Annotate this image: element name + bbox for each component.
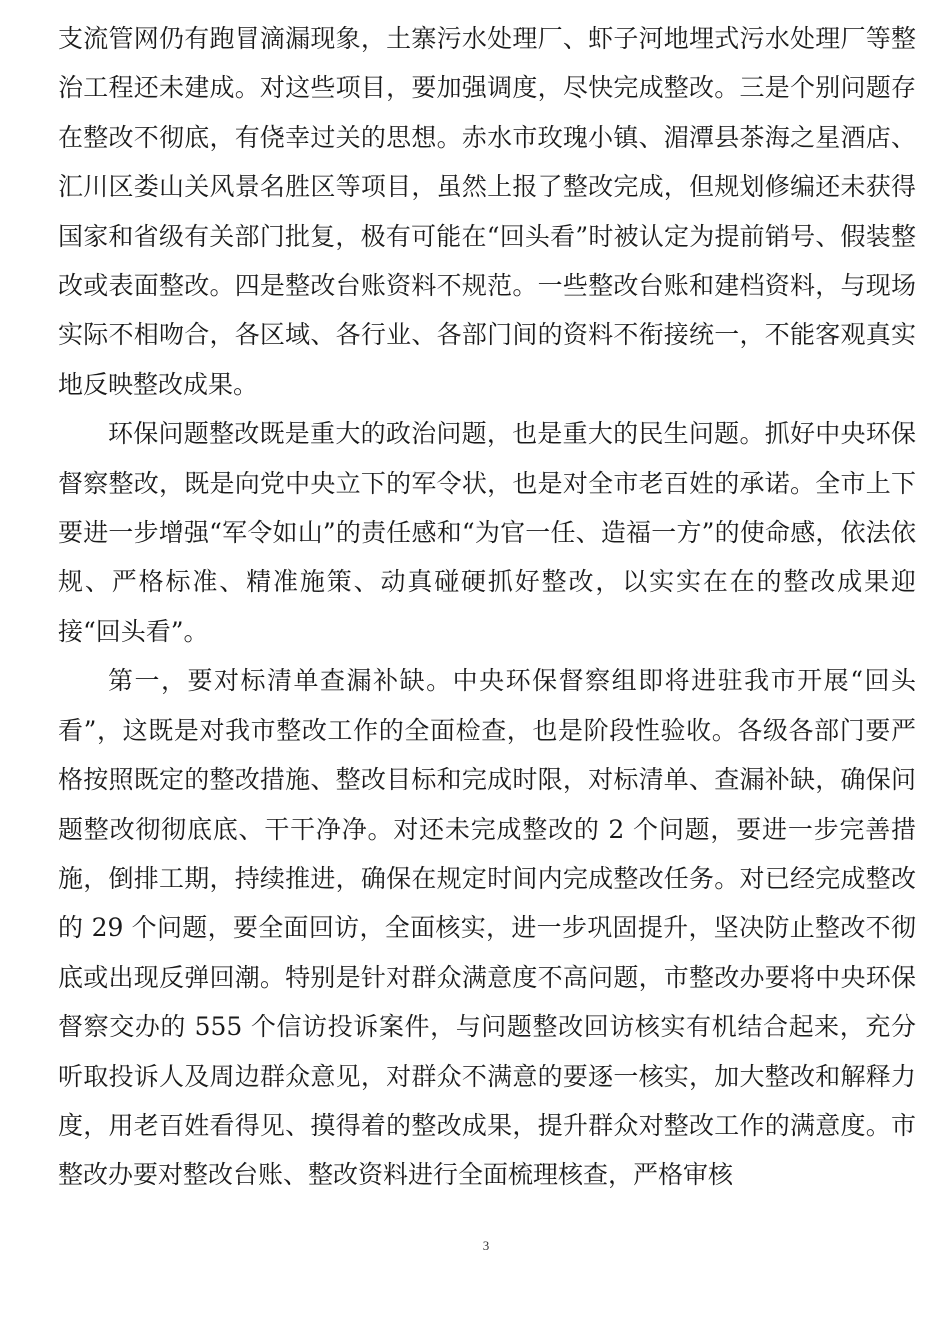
body-text: [58, 14, 916, 1200]
paragraph-environmental-rectification: 环保问题整改既是重大的政治问题，也是重大的民生问题。抓好中央环保督察整改，既是向党中央立下的军令状，也是对全市老百姓的承诺。全市上下要进一步增强“军令如山”的责任感和“为官一任、造福一方”的使命感，依法依规、严格标准、精准施策、动真碰硬抓好整改，以实实在在的整改成果迎接“回头看”。: [58, 419, 916, 646]
paragraph-first-point: 第一，要对标清单查漏补缺。中央环保督察组即将进驻我市开展“回头看”，这既是对我市整改工作的全面检查，也是阶段性验收。各级各部门要严格按照既定的整改措施、整改目标和完成时限，对标清单、查漏补缺，确保问题整改彻彻底底、干干净净。对还未完成整改的 2 个问题，要进一步完善措施，倒排工期，持续推进，确保在规定时间内完成整改任务。对已经完成整改的 29 个问题，要全面回访，全面核实，进一步巩固提升，坚决防止整改不彻底或出现反弹回潮。特别是针对群众满意度不高问题，市整改办要将中央环保督察交办的 555 个信访投诉案件，与问题整改回访核实有机结合起来，充分听取投诉人及周边群众意见，对群众不满意的要逐一核实，加大整改和解释力度，用老百姓看得见、摸得着的整改成果，提升群众对整改工作的满意度。市整改办要对整改台账、整改资料进行全面梳理核查，严格审核: [58, 666, 916, 1190]
page-number: 3: [482, 1238, 490, 1253]
paragraph-continued: 支流管网仍有跑冒滴漏现象，土寨污水处理厂、虾子河地埋式污水处理厂等整治工程还未建成。对这些项目，要加强调度，尽快完成整改。三是个别问题存在整改不彻底，有侥幸过关的思想。赤水市玫瑰小镇、湄潭县茶海之星酒店、汇川区娄山关风景名胜区等项目，虽然上报了整改完成，但规划修编还未获得国家和省级有关部门批复，极有可能在“回头看”时被认定为提前销号、假装整改或表面整改。四是整改台账资料不规范。一些整改台账和建档资料，与现场实际不相吻合，各区域、各行业、各部门间的资料不衔接统一，不能客观真实地反映整改成果。: [58, 24, 916, 399]
